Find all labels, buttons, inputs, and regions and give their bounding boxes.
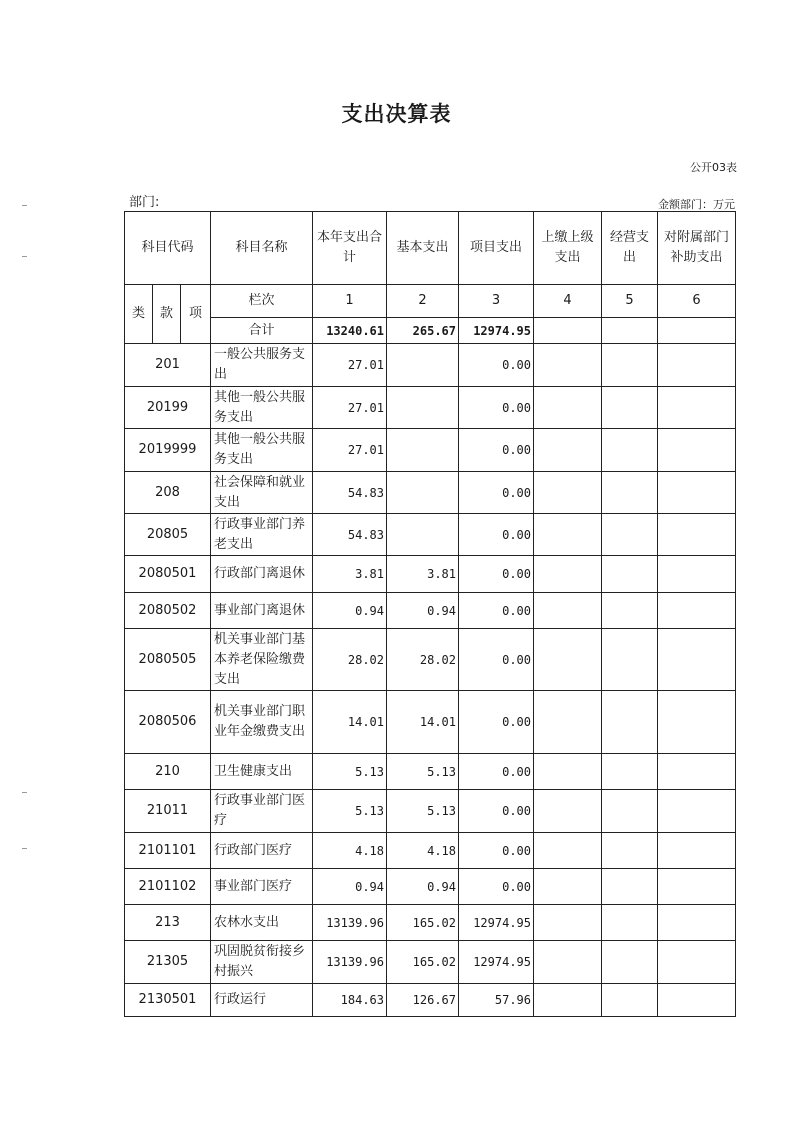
amount-upper xyxy=(534,472,602,514)
empty-cell xyxy=(602,318,658,344)
amount-project: 0.00 xyxy=(459,514,534,556)
total-project: 12974.95 xyxy=(459,318,534,344)
amount-subsidiary xyxy=(658,869,736,905)
table-row xyxy=(125,429,736,472)
header-total: 本年支出合计 xyxy=(313,212,387,285)
account-code: 201 xyxy=(125,344,211,387)
amount-business xyxy=(602,754,658,790)
account-name: 社会保障和就业支出 xyxy=(211,472,313,514)
table-row xyxy=(125,941,736,984)
table-row xyxy=(125,344,736,387)
header-lanci: 栏次 xyxy=(211,285,313,318)
account-name: 一般公共服务支出 xyxy=(211,344,313,387)
amount-basic: 0.94 xyxy=(387,593,459,629)
amount-basic: 0.94 xyxy=(387,869,459,905)
amount-business xyxy=(602,514,658,556)
amount-business xyxy=(602,344,658,387)
col-index-1: 1 xyxy=(313,285,387,318)
amount-project: 0.00 xyxy=(459,869,534,905)
amount-subsidiary xyxy=(658,593,736,629)
amount-project: 57.96 xyxy=(459,984,534,1017)
col-index-5: 5 xyxy=(602,285,658,318)
amount-upper xyxy=(534,429,602,472)
amount-basic xyxy=(387,344,459,387)
account-code: 20805 xyxy=(125,514,211,556)
amount-basic xyxy=(387,429,459,472)
amount-project: 0.00 xyxy=(459,344,534,387)
header-basic: 基本支出 xyxy=(387,212,459,285)
amount-project: 0.00 xyxy=(459,833,534,869)
amount-upper xyxy=(534,833,602,869)
amount-basic: 3.81 xyxy=(387,556,459,593)
header-upper: 上缴上级支出 xyxy=(534,212,602,285)
amount-subsidiary xyxy=(658,905,736,941)
amount-total: 54.83 xyxy=(313,514,387,556)
amount-business xyxy=(602,905,658,941)
header-business: 经营支出 xyxy=(602,212,658,285)
account-code: 208 xyxy=(125,472,211,514)
amount-business xyxy=(602,833,658,869)
amount-total: 27.01 xyxy=(313,429,387,472)
table-row xyxy=(125,984,736,1017)
amount-subsidiary xyxy=(658,556,736,593)
header-name: 科目名称 xyxy=(211,212,313,285)
amount-total: 3.81 xyxy=(313,556,387,593)
account-code: 213 xyxy=(125,905,211,941)
table-row xyxy=(125,629,736,691)
col-index-6: 6 xyxy=(658,285,736,318)
header-xiang: 项 xyxy=(181,285,211,344)
amount-subsidiary xyxy=(658,629,736,691)
amount-total: 27.01 xyxy=(313,344,387,387)
account-code: 21011 xyxy=(125,790,211,833)
amount-total: 14.01 xyxy=(313,691,387,754)
account-name: 卫生健康支出 xyxy=(211,754,313,790)
account-code: 2080505 xyxy=(125,629,211,691)
amount-upper xyxy=(534,514,602,556)
header-project: 项目支出 xyxy=(459,212,534,285)
header-subsidiary: 对附属部门补助支出 xyxy=(658,212,736,285)
amount-project: 12974.95 xyxy=(459,905,534,941)
account-name: 巩固脱贫衔接乡村振兴 xyxy=(211,941,313,984)
amount-basic: 126.67 xyxy=(387,984,459,1017)
amount-total: 13139.96 xyxy=(313,905,387,941)
amount-basic: 5.13 xyxy=(387,754,459,790)
account-name: 事业部门离退休 xyxy=(211,593,313,629)
account-code: 2130501 xyxy=(125,984,211,1017)
account-code: 21305 xyxy=(125,941,211,984)
amount-project: 12974.95 xyxy=(459,941,534,984)
form-number: 公开03表 xyxy=(690,161,737,174)
amount-upper xyxy=(534,869,602,905)
amount-total: 4.18 xyxy=(313,833,387,869)
amount-basic xyxy=(387,514,459,556)
table-row xyxy=(125,472,736,514)
amount-business xyxy=(602,869,658,905)
amount-basic: 28.02 xyxy=(387,629,459,691)
amount-subsidiary xyxy=(658,429,736,472)
amount-total: 0.94 xyxy=(313,593,387,629)
amount-project: 0.00 xyxy=(459,387,534,429)
table-row xyxy=(125,754,736,790)
total-amount: 13240.61 xyxy=(313,318,387,344)
header-kuan: 款 xyxy=(153,285,181,344)
margin-mark xyxy=(22,848,27,849)
account-name: 行政事业部门医疗 xyxy=(211,790,313,833)
amount-basic: 5.13 xyxy=(387,790,459,833)
amount-total: 5.13 xyxy=(313,754,387,790)
amount-subsidiary xyxy=(658,387,736,429)
amount-project: 0.00 xyxy=(459,629,534,691)
total-basic: 265.67 xyxy=(387,318,459,344)
amount-business xyxy=(602,593,658,629)
margin-mark xyxy=(22,792,27,793)
amount-business xyxy=(602,790,658,833)
page-title: 支出决算表 xyxy=(341,102,452,126)
account-name: 机关事业部门基本养老保险缴费支出 xyxy=(211,629,313,691)
table-row xyxy=(125,790,736,833)
account-code: 2019999 xyxy=(125,429,211,472)
header-lei: 类 xyxy=(125,285,153,344)
amount-subsidiary xyxy=(658,833,736,869)
amount-total: 184.63 xyxy=(313,984,387,1017)
account-code: 2101102 xyxy=(125,869,211,905)
amount-upper xyxy=(534,629,602,691)
amount-upper xyxy=(534,790,602,833)
amount-upper xyxy=(534,941,602,984)
table-row xyxy=(125,869,736,905)
account-name: 机关事业部门职业年金缴费支出 xyxy=(211,691,313,754)
amount-basic xyxy=(387,472,459,514)
account-name: 其他一般公共服务支出 xyxy=(211,429,313,472)
department-label: 部门: xyxy=(129,195,160,210)
amount-business xyxy=(602,556,658,593)
amount-basic: 14.01 xyxy=(387,691,459,754)
amount-project: 0.00 xyxy=(459,593,534,629)
amount-subsidiary xyxy=(658,984,736,1017)
amount-basic: 4.18 xyxy=(387,833,459,869)
account-name: 其他一般公共服务支出 xyxy=(211,387,313,429)
col-index-3: 3 xyxy=(459,285,534,318)
amount-upper xyxy=(534,905,602,941)
account-name: 行政部门医疗 xyxy=(211,833,313,869)
amount-subsidiary xyxy=(658,941,736,984)
empty-cell xyxy=(658,318,736,344)
table-row xyxy=(125,556,736,593)
margin-mark xyxy=(22,256,27,257)
amount-upper xyxy=(534,387,602,429)
amount-upper xyxy=(534,691,602,754)
amount-basic: 165.02 xyxy=(387,905,459,941)
table-row xyxy=(125,514,736,556)
amount-project: 0.00 xyxy=(459,754,534,790)
account-name: 事业部门医疗 xyxy=(211,869,313,905)
account-name: 行政部门离退休 xyxy=(211,556,313,593)
account-name: 行政运行 xyxy=(211,984,313,1017)
amount-upper xyxy=(534,556,602,593)
account-code: 210 xyxy=(125,754,211,790)
amount-total: 27.01 xyxy=(313,387,387,429)
amount-subsidiary xyxy=(658,344,736,387)
amount-subsidiary xyxy=(658,691,736,754)
amount-business xyxy=(602,429,658,472)
amount-total: 13139.96 xyxy=(313,941,387,984)
amount-upper xyxy=(534,754,602,790)
col-index-4: 4 xyxy=(534,285,602,318)
account-code: 2080502 xyxy=(125,593,211,629)
table-row xyxy=(125,593,736,629)
empty-cell xyxy=(534,318,602,344)
amount-upper xyxy=(534,984,602,1017)
amount-total: 5.13 xyxy=(313,790,387,833)
amount-project: 0.00 xyxy=(459,556,534,593)
amount-project: 0.00 xyxy=(459,429,534,472)
account-name: 行政事业部门养老支出 xyxy=(211,514,313,556)
amount-subsidiary xyxy=(658,472,736,514)
amount-total: 54.83 xyxy=(313,472,387,514)
header-code: 科目代码 xyxy=(125,212,211,285)
header-heji: 合计 xyxy=(211,318,313,344)
account-code: 2101101 xyxy=(125,833,211,869)
expenditure-table xyxy=(124,211,736,1017)
amount-business xyxy=(602,691,658,754)
amount-subsidiary xyxy=(658,790,736,833)
amount-project: 0.00 xyxy=(459,472,534,514)
account-name: 农林水支出 xyxy=(211,905,313,941)
table-row xyxy=(125,905,736,941)
amount-total: 28.02 xyxy=(313,629,387,691)
amount-project: 0.00 xyxy=(459,790,534,833)
amount-upper xyxy=(534,593,602,629)
table-row xyxy=(125,691,736,754)
amount-basic: 165.02 xyxy=(387,941,459,984)
account-code: 20199 xyxy=(125,387,211,429)
account-code: 2080506 xyxy=(125,691,211,754)
amount-upper xyxy=(534,344,602,387)
amount-subsidiary xyxy=(658,514,736,556)
amount-business xyxy=(602,387,658,429)
table-row xyxy=(125,387,736,429)
amount-basic xyxy=(387,387,459,429)
amount-project: 0.00 xyxy=(459,691,534,754)
amount-business xyxy=(602,472,658,514)
amount-subsidiary xyxy=(658,754,736,790)
col-index-2: 2 xyxy=(387,285,459,318)
margin-mark xyxy=(22,205,27,206)
unit-label: 金额部门：万元 xyxy=(658,198,735,211)
table-row xyxy=(125,833,736,869)
amount-business xyxy=(602,984,658,1017)
amount-business xyxy=(602,941,658,984)
account-code: 2080501 xyxy=(125,556,211,593)
amount-business xyxy=(602,629,658,691)
amount-total: 0.94 xyxy=(313,869,387,905)
